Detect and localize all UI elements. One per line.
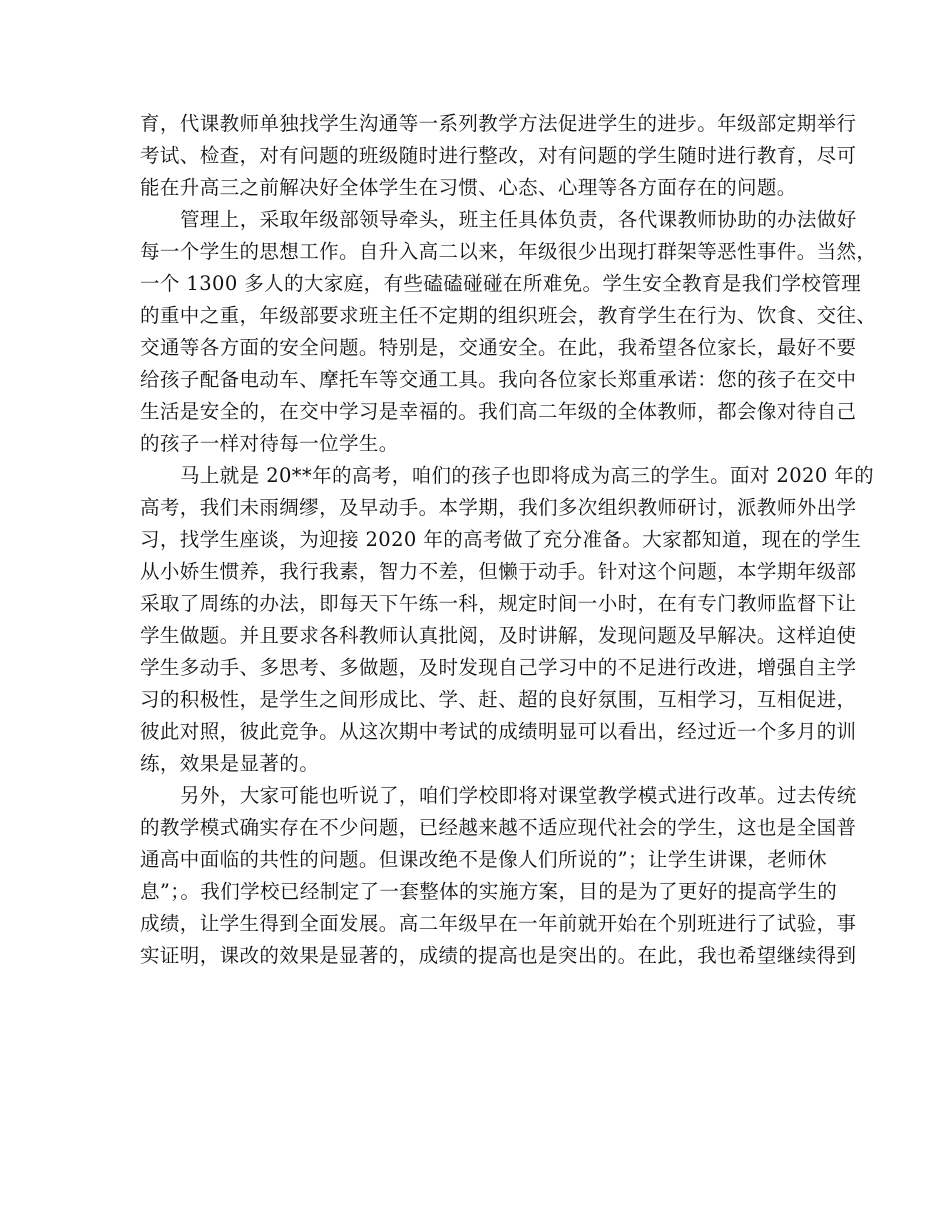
text-line: 实证明，课改的效果是显著的，成绩的提高也是突出的。在此，我也希望继续得到 [140,944,857,967]
text-line: 考试、检查，对有问题的班级随时进行整改，对有问题的学生随时进行教育，尽可 [140,144,857,167]
text-line: 的重中之重，年级部要求班主任不定期的组织班会，教育学生在行为、饮食、交往、 [140,304,877,327]
text-line: 的教学模式确实存在不少问题，已经越来越不适应现代社会的学生，这也是全国普 [140,816,857,839]
text-line: 另外，大家可能也听说了，咱们学校即将对课堂教学模式进行改革。过去传统 [180,784,857,807]
text-line: 能在升高三之前解决好全体学生在习惯、心态、心理等各方面存在的问题。 [140,176,797,199]
text-line: 交通等各方面的安全问题。特别是，交通安全。在此，我希望各位家长，最好不要 [140,336,857,359]
text-line: 习的积极性，是学生之间形成比、学、赶、超的良好氛围，互相学习，互相促进， [140,688,857,711]
text-line: 彼此对照，彼此竞争。从这次期中考试的成绩明显可以看出，经过近一个多月的训 [140,720,857,743]
text-line: 的孩子一样对待每一位学生。 [140,432,399,455]
body-text [140,108,877,972]
text-line: 练，效果是显著的。 [140,752,320,775]
text-line: 育，代课教师单独找学生沟通等一系列教学方法促进学生的进步。年级部定期举行 [140,112,857,135]
text-line: 马上就是 20**年的高考，咱们的孩子也即将成为高三的学生。面对 2020 年的 [180,464,875,487]
text-line: 通高中面临的共性的问题。但课改绝不是像人们所说的”；让学生讲课，老师休 [140,848,827,871]
text-line: 给孩子配备电动车、摩托车等交通工具。我向各位家长郑重承诺：您的孩子在交中 [140,368,857,391]
text-line: 生活是安全的，在交中学习是幸福的。我们高二年级的全体教师，都会像对待自己 [140,400,857,423]
text-line: 成绩，让学生得到全面发展。高二年级早在一年前就开始在个别班进行了试验，事 [140,912,857,935]
text-line: 学生多动手、多思考、多做题，及时发现自己学习中的不足进行改进，增强自主学 [140,656,857,679]
text-line: 学生做题。并且要求各科教师认真批阅，及时讲解，发现问题及早解决。这样迫使 [140,624,857,647]
text-line: 习，找学生座谈，为迎接 2020 年的高考做了充分准备。大家都知道，现在的学生 [140,528,862,551]
text-line: 每一个学生的思想工作。自升入高二以来，年级很少出现打群架等恶性事件。当然， [140,240,877,263]
text-line: 从小娇生惯养，我行我素，智力不差，但懒于动手。针对这个问题，本学期年级部 [140,560,857,583]
text-line: 一个 1300 多人的大家庭，有些磕磕碰碰在所难免。学生安全教育是我们学校管理 [140,272,862,295]
text-line: 息”；。我们学校已经制定了一套整体的实施方案，目的是为了更好的提高学生的 [140,880,838,903]
text-line: 高考，我们未雨绸缪，及早动手。本学期，我们多次组织教师研讨，派教师外出学 [140,496,857,519]
text-line: 采取了周练的办法，即每天下午练一科，规定时间一小时，在有专门教师监督下让 [140,592,857,615]
text-line: 管理上，采取年级部领导牵头，班主任具体负责，各代课教师协助的办法做好 [180,208,857,231]
